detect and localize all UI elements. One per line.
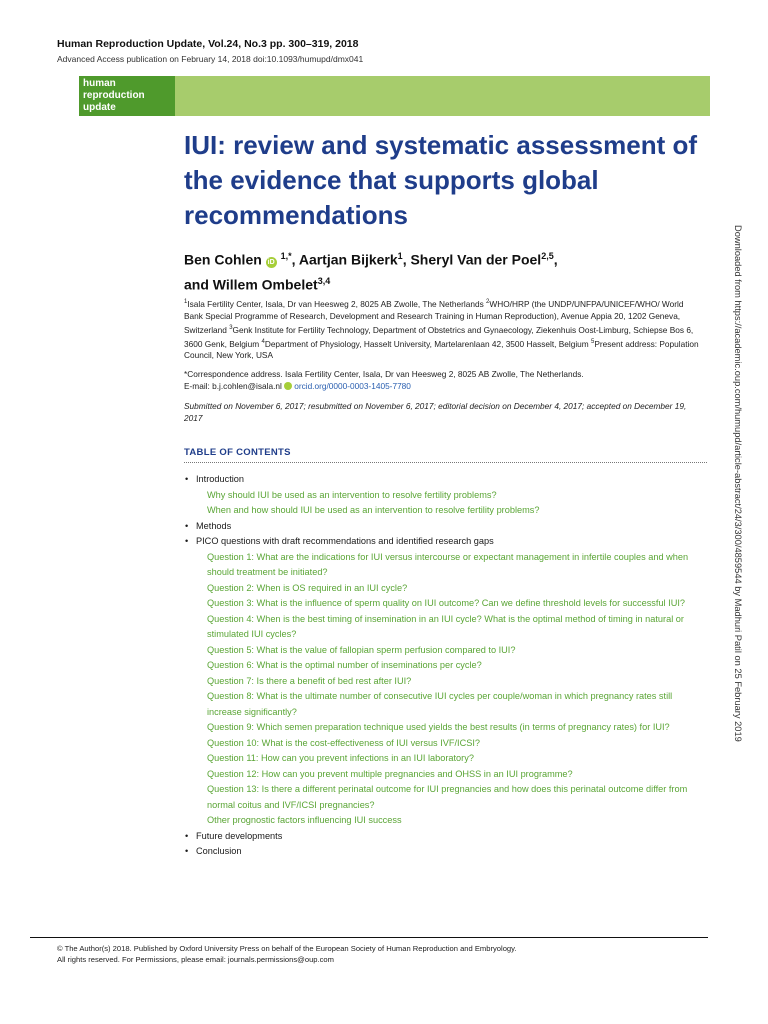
author-1[interactable]: Ben Cohlen bbox=[184, 251, 262, 268]
author-3-affiliation: 2,5 bbox=[541, 251, 554, 261]
toc-question-4[interactable]: Question 4: When is the best timing of insemination in an IUI cycle? What is the optimal method of timing in natural or stimulated IUI cycles? bbox=[207, 613, 684, 639]
advance-access-line: Advanced Access publication on February 14, 2018 doi:10.1093/humupd/dmx041 bbox=[57, 54, 364, 64]
journal-logo bbox=[79, 76, 175, 116]
toc-question-11[interactable]: Question 11: How can you prevent infections in an IUI laboratory? bbox=[207, 753, 474, 763]
toc-heading: TABLE OF CONTENTS bbox=[184, 447, 291, 458]
footer-divider bbox=[30, 937, 708, 938]
author-3[interactable]: , Sheryl Van der Poel bbox=[402, 251, 542, 268]
toc-question-10[interactable]: Question 10: What is the cost-effectiveness of IUI versus IVF/ICSI? bbox=[207, 737, 481, 748]
author-1-affiliation: 1,* bbox=[280, 251, 292, 261]
affiliation-2: WHO/HRP (the UNDP/UNFPA/UNICEF/WHO/ World Bank Special Programme of Research, Development and Research Training in Human Reproduction), Avenue Appia 20, 1202 Geneva, Switzerland bbox=[184, 298, 684, 335]
copyright-footer bbox=[57, 943, 707, 965]
submission-dates: Submitted on November 6, 2017; resubmitted on November 6, 2017; editorial decision on December 4, 2017; accepted on December 19, 2017 bbox=[184, 401, 687, 423]
author-4[interactable]: and Willem Ombelet bbox=[184, 276, 318, 293]
toc-question-12[interactable]: Question 12: How can you prevent multiple pregnancies and OHSS in an IUI programme? bbox=[207, 768, 573, 779]
permissions-line: All rights reserved. For Permissions, please email: journals.permissions@oup.com bbox=[57, 955, 334, 964]
toc-question-6[interactable]: Question 6: What is the optimal number of inseminations per cycle? bbox=[207, 660, 482, 670]
logo-line-2: reproduction bbox=[83, 90, 145, 101]
logo-line-3: update bbox=[83, 102, 116, 113]
orcid-icon[interactable]: iD bbox=[267, 258, 275, 266]
toc-sub-item[interactable]: Why should IUI be used as an intervention to resolve fertility problems? bbox=[207, 489, 497, 500]
toc-question-2[interactable]: Question 2: When is OS required in an IUI cycle? bbox=[207, 582, 408, 593]
affiliation-3: Genk Institute for Fertility Technology, Department of Obstetrics and Gynaecology, Ziekenhuis Oost-Limburg, Schiepse Bos 6, 3600 Genk, Belgium bbox=[184, 324, 694, 349]
toc-question-3[interactable]: Question 3: What is the influence of sperm quality on IUI outcome? Can we define threshold levels for successful IUI? bbox=[207, 598, 685, 608]
correspondence-address: *Correspondence address. Isala Fertility Center, Isala, Dr van Heesweg 2, 8025 AB Zwolle, The Netherlands. bbox=[184, 369, 584, 379]
toc-methods[interactable]: • Methods bbox=[184, 519, 709, 535]
toc-conclusion[interactable]: • Conclusion bbox=[184, 844, 709, 860]
orcid-small-icon bbox=[284, 382, 292, 390]
toc-question-1[interactable]: Question 1: What are the indications for IUI versus intercourse or expectant management in infertile couples and when should treatment be initiated? bbox=[207, 551, 689, 577]
table-of-contents bbox=[184, 472, 709, 860]
download-note-text: Downloaded from https://academic.oup.com/humupd/article-abstract/24/3/300/4859544 by Madhuri Patil on 25 February 2019 bbox=[733, 225, 743, 742]
author-list: Ben Cohlen iD $^{1,*}$, Aartjan Bijkerk$^1$, Sheryl Van der Poel$^{2,5}$, and Willem Ombelet$^{3,4}$ bbox=[184, 251, 558, 293]
copyright-line: © The Author(s) 2018. Published by Oxford University Press on behalf of the European Society of Human Reproduction and Embryology. bbox=[57, 944, 517, 953]
logo-line-1: human bbox=[83, 78, 116, 89]
affiliations bbox=[184, 296, 704, 361]
affiliation-5: Present address: Population Council, New York, USA bbox=[184, 338, 699, 361]
toc-divider bbox=[184, 462, 707, 463]
affiliation-marker: 1 bbox=[184, 299, 188, 305]
toc-question-13[interactable]: Question 13: Is there a different perinatal outcome for IUI pregnancies and how does this perinatal outcome differ from normal coitus and IVF/ICSI pregnancies? bbox=[207, 784, 688, 810]
author-2[interactable]: , Aartjan Bijkerk bbox=[291, 251, 398, 268]
download-note bbox=[733, 225, 750, 825]
toc-sub-item[interactable]: When and how should IUI be used as an intervention to resolve fertility problems? bbox=[207, 505, 540, 515]
email-label[interactable]: E-mail: b.j.cohlen@isala.nl bbox=[184, 381, 285, 391]
toc-question-8[interactable]: Question 8: What is the ultimate number of consecutive IUI cycles per couple/woman in which pregnancy rates still increase significantly? bbox=[207, 691, 673, 717]
journal-citation: Human Reproduction Update, Vol.24, No.3 pp. 300–319, 2018 bbox=[57, 38, 359, 50]
affiliation-marker: 2 bbox=[486, 299, 490, 305]
article-title: IUI: review and systematic assessment of the evidence that supports global recommendations bbox=[184, 130, 698, 230]
correspondence bbox=[184, 368, 704, 392]
orcid-link[interactable]: orcid.org/0000-0003-1405-7780 bbox=[294, 381, 411, 391]
affiliation-1: Isala Fertility Center, Isala, Dr van Heesweg 2, 8025 AB Zwolle, The Netherlands bbox=[187, 298, 487, 309]
toc-question-9[interactable]: Question 9: Which semen preparation technique used yields the best results (in terms of pregnancy rates) for IUI? bbox=[207, 722, 670, 732]
toc-question-7[interactable]: Question 7: Is there a benefit of bed rest after IUI? bbox=[207, 675, 412, 686]
toc-question-5[interactable]: Question 5: What is the value of fallopian sperm perfusion compared to IUI? bbox=[207, 644, 516, 655]
affiliation-4: Department of Physiology, Hasselt University, Martelarenlaan 42, 3500 Hasselt, Belgium bbox=[264, 338, 592, 349]
toc-other-factors[interactable]: Other prognostic factors influencing IUI success bbox=[207, 815, 402, 825]
author-2-affiliation: 1 bbox=[397, 251, 403, 261]
affiliation-marker: 4 bbox=[261, 338, 265, 345]
affiliation-marker: 5 bbox=[591, 338, 595, 345]
toc-future[interactable]: • Future developments bbox=[184, 829, 709, 845]
affiliation-marker: 3 bbox=[229, 324, 233, 331]
author-4-affiliation: 3,4 bbox=[317, 275, 331, 286]
toc-introduction[interactable]: • Introduction bbox=[184, 472, 709, 488]
toc-pico[interactable]: • PICO questions with draft recommendations and identified research gaps bbox=[184, 534, 709, 550]
